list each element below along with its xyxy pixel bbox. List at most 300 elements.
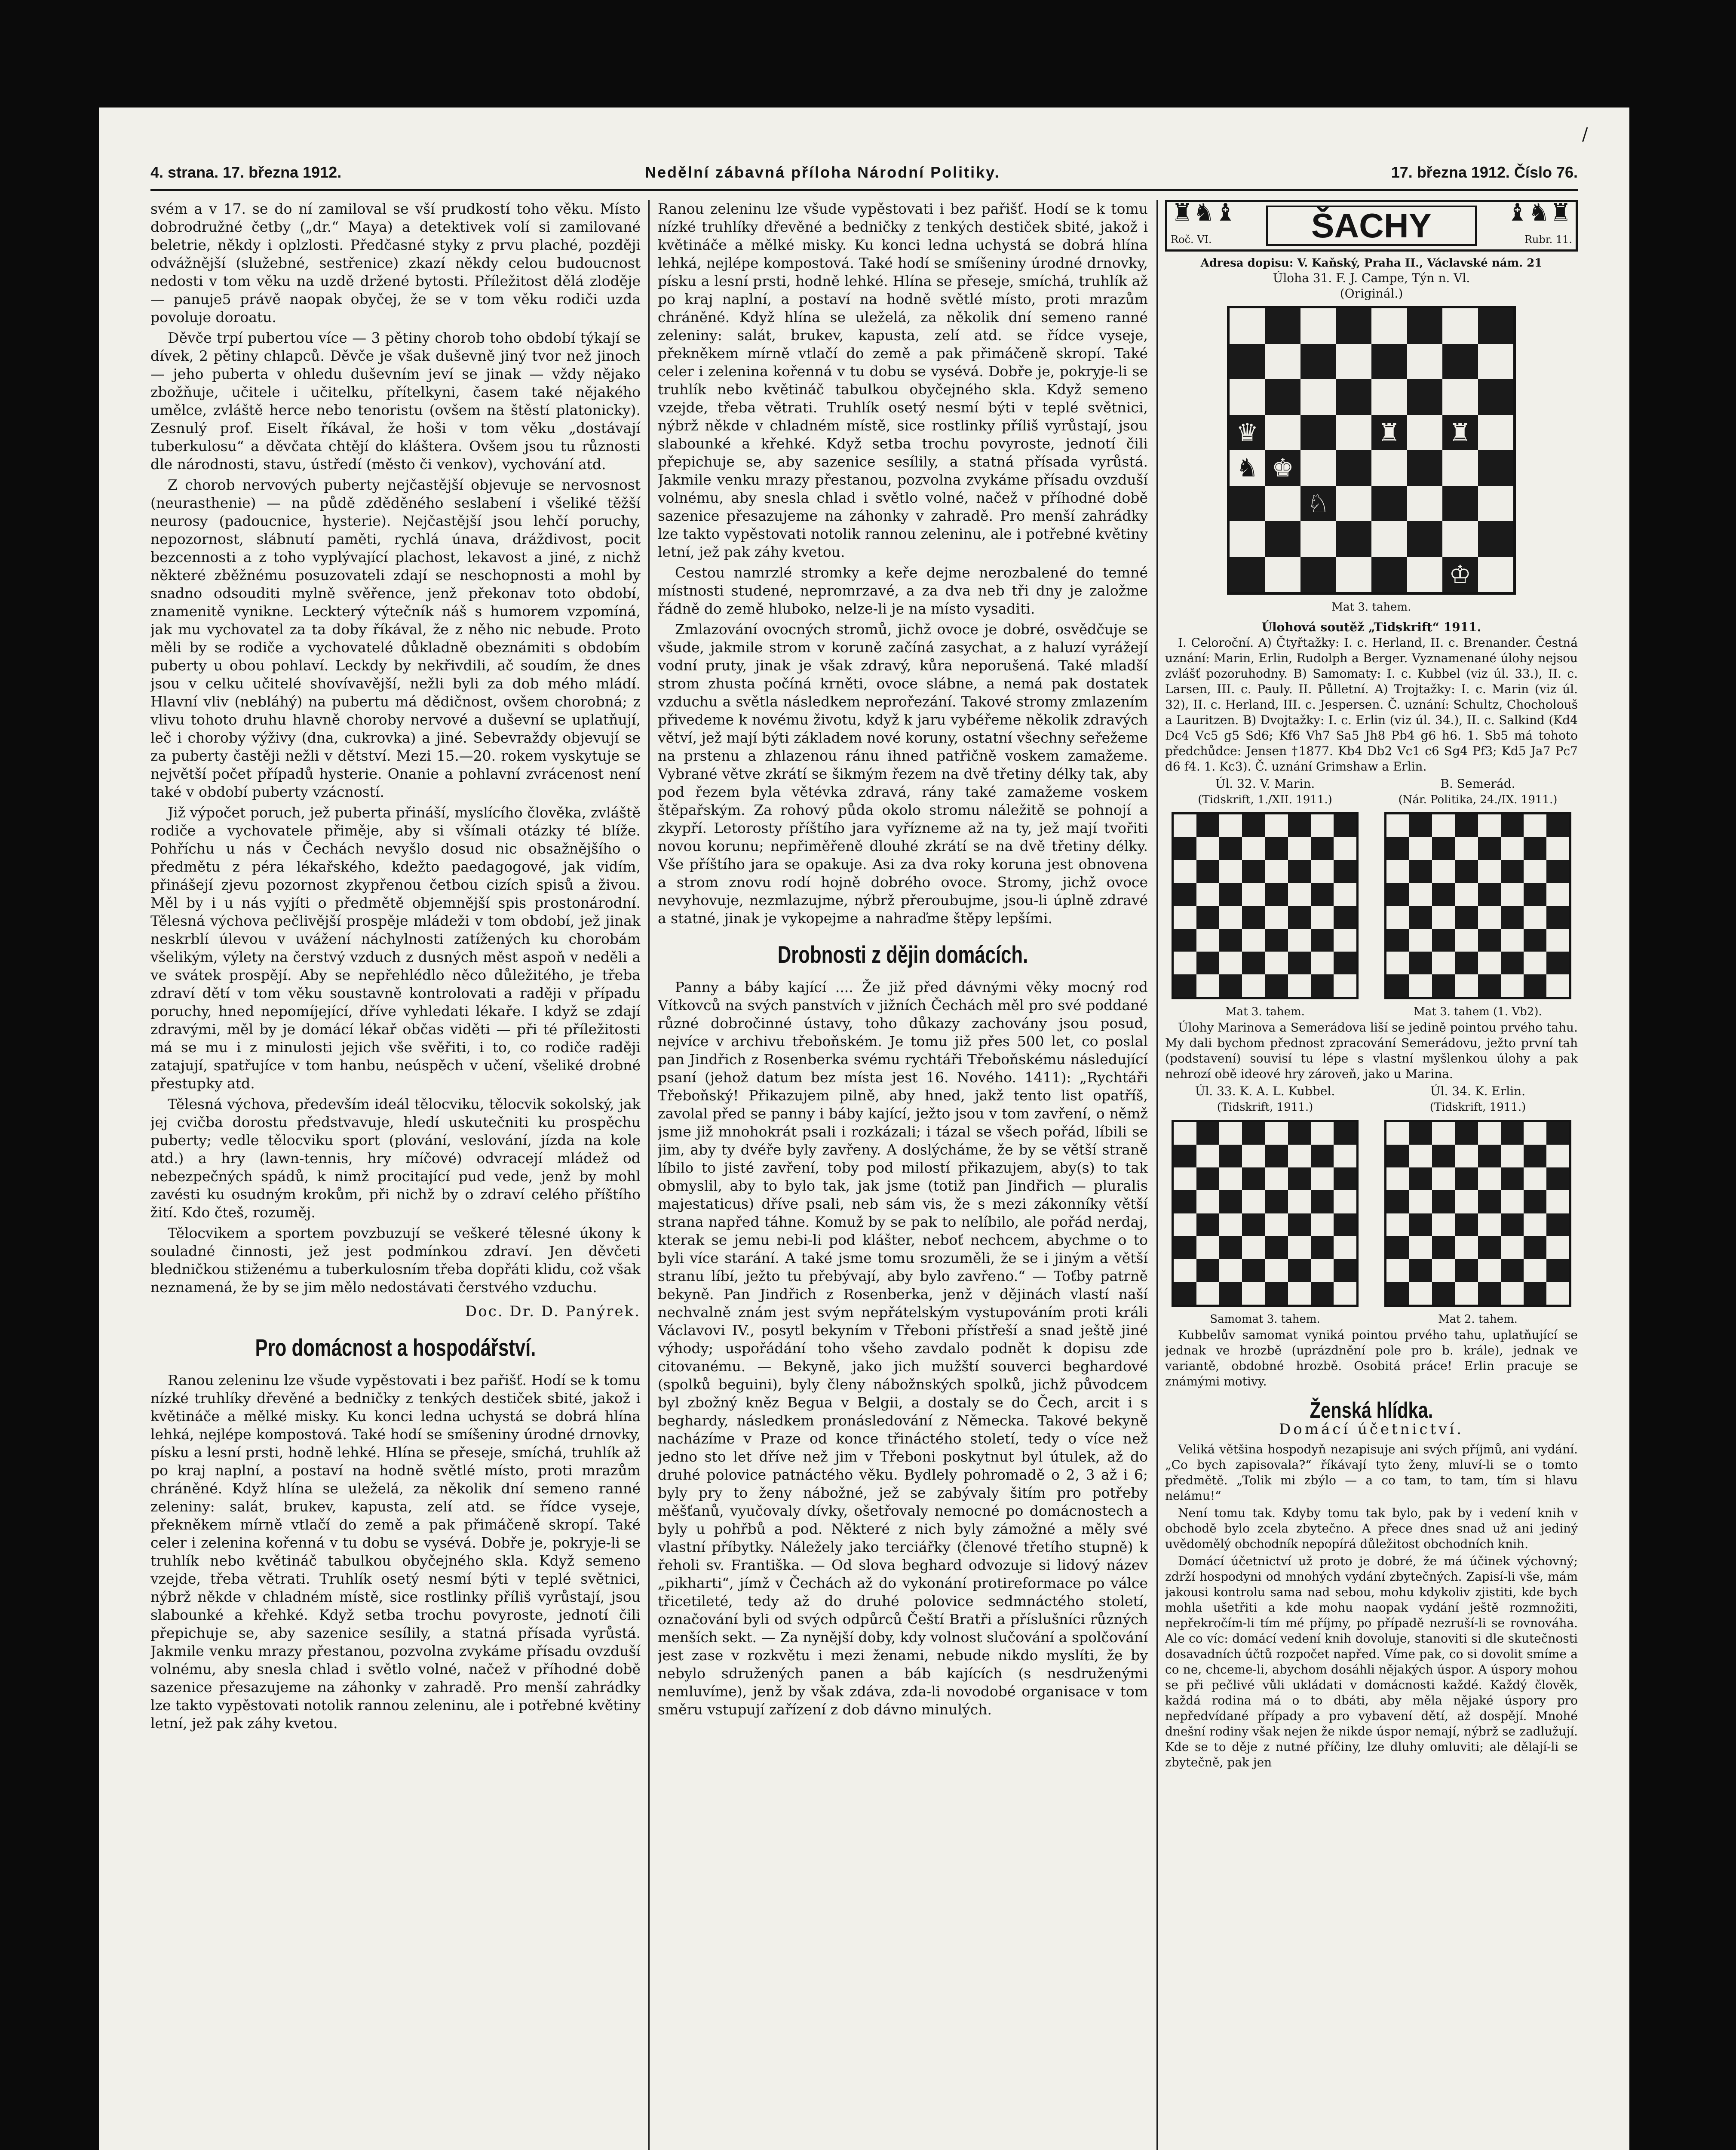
board-square (1455, 860, 1478, 883)
column-rule (1156, 200, 1158, 2150)
board-square (1336, 344, 1372, 380)
board-square (1265, 1236, 1288, 1259)
board-square (1386, 1236, 1409, 1259)
chess-volume: Roč. VI. (1171, 233, 1212, 246)
board-square (1174, 883, 1196, 906)
chess-title: ŠACHY (1266, 206, 1477, 246)
board-square (1288, 1190, 1311, 1213)
board-square (1524, 1213, 1546, 1236)
board-square (1242, 1236, 1265, 1259)
board-square (1196, 1282, 1219, 1305)
chess-board (1227, 306, 1516, 595)
board-square (1265, 344, 1301, 380)
board-square (1336, 557, 1372, 593)
board-square (1478, 1236, 1501, 1259)
board-square (1407, 521, 1443, 557)
chess-rubric: Rubr. 11. (1524, 233, 1572, 246)
board-square (1288, 883, 1311, 906)
board-square (1371, 344, 1407, 380)
board-square (1386, 929, 1409, 952)
board-square (1288, 1259, 1311, 1282)
chess-board (1384, 812, 1571, 999)
header-page-date: 4. strana. 17. března 1912. (150, 163, 342, 181)
board-square (1311, 1213, 1334, 1236)
board-square (1501, 1190, 1524, 1213)
board-square (1174, 1236, 1196, 1259)
paragraph: Domácí účetnictví už proto je dobré, že má účinek výchovný; zdrží hospodyni od mnohých vydání zbytečných. Zapisí-li vše, mám jakousi kontrolu sama nad sebou, mohu kdykoliv zjistiti, kde bych mohla ušetřiti a kde mohu naopak vydání ještě rozmnožiti, nepřekročím-li tím mé příjmy, po případě nezruší-li se rovnováha. Ale co víc: domácí vedení knih dovoluje, stanoviti si dle skutečnosti dosavadních účtů rozpočet napřed. Víme pak, co si dovolit smíme a co ne, chceme-li, abychom dosáhli nějakých úspor. A úspory mohou se při pečlivé vůli ukládati v domácnosti každé. Každý člověk, každá rodina má o to dbáti, aby měla nějaké úspory pro nepředvídané případy a pro vybavení dětí, až dospějí. Mnohé dnešní rodiny však nejen že nikde úspor nemají, nýbrž se zadlužují. Kde se to děje z nutné příčiny, lze dluhy omluviti; ale dělají-li se zbytečně, pak jen (1165, 1554, 1578, 1769)
board-square (1432, 860, 1455, 883)
paragraph: Tělocvikem a sportem povzbuzují se veškeré tělesné úkony k souladné činnosti, jež jest podmínkou zdraví. Jen děvčeti bledničkou stiženému a tuberkulosním třeba dopřáti klidu, což však neznamená, že by se jim mělo nedostávati čerstvého vzduchu. (150, 1225, 641, 1296)
board-square (1336, 308, 1372, 344)
board-square (1265, 1145, 1288, 1167)
board-square (1409, 1236, 1432, 1259)
board-square (1334, 1167, 1356, 1190)
board-square: ♔ (1442, 557, 1478, 593)
chess-board (1384, 1120, 1571, 1307)
chess-masthead (1165, 200, 1578, 252)
board-square (1265, 1282, 1288, 1305)
board-square (1478, 450, 1514, 486)
board-square (1334, 929, 1356, 952)
board-square (1432, 1167, 1455, 1190)
article-title: Drobnosti z dějin domácích. (777, 941, 1028, 968)
board-square (1174, 1259, 1196, 1282)
board-square (1501, 860, 1524, 883)
board-square (1265, 906, 1288, 929)
board-square (1386, 906, 1409, 929)
board-square (1386, 1122, 1409, 1145)
board-square (1196, 883, 1219, 906)
board-square (1174, 837, 1196, 860)
board-square (1501, 1145, 1524, 1167)
board-square (1242, 883, 1265, 906)
board-square (1432, 1190, 1455, 1213)
board-square (1174, 929, 1196, 952)
board-square (1334, 1190, 1356, 1213)
chess-board (1172, 812, 1359, 999)
board-square (1455, 1259, 1478, 1282)
board-square (1265, 837, 1288, 860)
board-square (1407, 450, 1443, 486)
board-square (1386, 1213, 1409, 1236)
board-square (1546, 860, 1569, 883)
competition-text: I. Celoroční. A) Čtyřtažky: I. c. Herland, II. c. Brenander. Čestná uznání: Marin, Erlin, Rudolph a Berger. Vyznamenané úlohy nejsou zvlášť pozoruhodny. B) Samomaty: I. c. Kubbel (viz úl. 33.), II. c. Larsen, III. c. Pauly. II. Půlletní. A) Trojtažky: I. c. Marin (viz úl. 32), II. c. Herland, III. c. Jespersen. Č. uznání: Schultz, Chocholouš a Lauritzen. B) Dvojtažky: I. c. Erlin (viz úl. 34.), II. c. Salkind (Kd4 Dc4 Vc5 g5 Sd6; Kf6 Vh7 Sa5 Jh8 Pb4 g6 h6. 1. Sb5 má tohoto předchůdce: Jensen †1877. Kb4 Db2 Vc1 c6 Sg4 Pf3; Kd5 Ja7 Pc7 d6 f4. 1. Kc3). Č. uznání Grimshaw a Erlin. (1165, 636, 1578, 774)
board-square (1524, 1236, 1546, 1259)
board-square (1455, 1167, 1478, 1190)
board-square (1242, 1259, 1265, 1282)
board-square (1219, 1259, 1242, 1282)
problem-caption: Mat 3. tahem. (1331, 601, 1411, 614)
board-square (1174, 1190, 1196, 1213)
board-square (1230, 521, 1265, 557)
board-square (1478, 379, 1514, 415)
board-square (1478, 344, 1514, 380)
board-square (1265, 952, 1288, 974)
competition-title: Úlohová soutěž „Tidskrift“ 1911. (1261, 620, 1481, 634)
board-square (1311, 952, 1334, 974)
problem-pair (1165, 1084, 1578, 1327)
board-square (1546, 929, 1569, 952)
board-square (1407, 379, 1443, 415)
board-square (1409, 952, 1432, 974)
board-square (1336, 521, 1372, 557)
board-square (1524, 952, 1546, 974)
board-square (1300, 379, 1336, 415)
board-square (1219, 952, 1242, 974)
board-square (1311, 1122, 1334, 1145)
board-square (1501, 1213, 1524, 1236)
board-square (1442, 521, 1478, 557)
board-square (1336, 486, 1372, 522)
board-square (1478, 486, 1514, 522)
board-square (1196, 814, 1219, 837)
board-square (1409, 1122, 1432, 1145)
board-square (1386, 1167, 1409, 1190)
board-square (1501, 883, 1524, 906)
board-square (1334, 1282, 1356, 1305)
board-square (1311, 883, 1334, 906)
board-square (1386, 1145, 1409, 1167)
board-square (1371, 557, 1407, 593)
page-header (150, 159, 1578, 191)
chess-pieces-icon: ♜♞♝ (1172, 200, 1236, 227)
board-square (1501, 929, 1524, 952)
board-square: ♘ (1300, 486, 1336, 522)
board-square (1265, 883, 1288, 906)
board-square (1242, 837, 1265, 860)
board-square (1386, 1282, 1409, 1305)
board-square: ♜ (1442, 415, 1478, 451)
paragraph: Zmlazování ovocných stromů, jichž ovoce je dobré, osvědčuje se všude, jakmile strom v koruně začíná zasychat, a z haluzí vyrážejí vodní pruty, jinak je však zdravý, kůra neporušená. Také mladší strom zhusta počíná krněti, ovoce slábne, a nemá pak dostatek vzduchu a světla následkem neprořezání. Takové stromy zmlazením přivedeme k novému životu, když k jaru vybéřeme několik zdravých větví, jež mají býti základem nové koruny, ostatní všechny seřežeme na prstenu a zhlazenou ránu ihned patřičně voskem zamažeme. Vybrané větve zkrátí se šikmým řezem na dvě třetiny délky tak, aby pod řezem byla větévka zdravá, rány také zamažeme voskem štěpařským. Za rohový půda okolo stromu náležitě se pohnojí a zkypří. Letorosty příštího jara vyřízneme až na ty, jež mají tvořiti novou korunu; nepřiměřeně dlouhé zkrátí se na dvě třetiny délky. Vše příštího jara se opakuje. Asi za dva roky koruna jest obnovena a strom znovu rodí hojně dobrého ovoce. Stromy, jichž ovoce nevyhovuje, nezmlazujme, nýbrž přeroubujme, jsou-li úplně zdravé a statné, jinak je vykopejme a nahraďme štěpy lepšími. (658, 621, 1148, 927)
board-square (1311, 837, 1334, 860)
board-square (1242, 906, 1265, 929)
board-square (1524, 837, 1546, 860)
board-square (1334, 883, 1356, 906)
board-square (1311, 1167, 1334, 1190)
board-square (1334, 814, 1356, 837)
board-square (1478, 1190, 1501, 1213)
board-square: ♜ (1371, 415, 1407, 451)
board-square (1478, 1213, 1501, 1236)
header-issue: 17. března 1912. Číslo 76. (1391, 163, 1578, 181)
board-square (1300, 557, 1336, 593)
board-square (1265, 974, 1288, 997)
board-square (1334, 860, 1356, 883)
board-square (1432, 1282, 1455, 1305)
board-square (1219, 814, 1242, 837)
board-square (1371, 308, 1407, 344)
board-square (1432, 1236, 1455, 1259)
article-title: Pro domácnost a hospodářství. (255, 1334, 536, 1361)
board-square (1300, 521, 1336, 557)
board-square (1219, 837, 1242, 860)
board-square (1196, 860, 1219, 883)
board-square (1219, 1236, 1242, 1259)
board-square (1478, 1167, 1501, 1190)
board-square (1524, 814, 1546, 837)
board-square (1196, 1190, 1219, 1213)
board-square (1432, 814, 1455, 837)
board-square (1265, 308, 1301, 344)
board-square (1546, 814, 1569, 837)
board-square (1455, 974, 1478, 997)
problem-source: (Nár. Politika, 24./IX. 1911.) (1398, 793, 1558, 806)
board-square (1288, 1145, 1311, 1167)
board-square (1407, 344, 1443, 380)
newspaper-page (99, 108, 1629, 2150)
problem-caption: Mat 2. tahem. (1438, 1313, 1518, 1326)
board-square (1230, 486, 1265, 522)
board-square (1219, 1122, 1242, 1145)
paragraph: Není tomu tak. Kdyby tomu tak bylo, pak by i vedení knih v obchodě bylo zcela zbytečno. A přece dnes snad už ani jediný uvědomělý obchodník nepopírá důležitost obchodních knih. (1165, 1506, 1578, 1551)
board-square (1265, 1259, 1288, 1282)
board-square (1455, 1145, 1478, 1167)
board-square (1501, 906, 1524, 929)
board-square (1409, 1259, 1432, 1282)
board-square (1501, 1167, 1524, 1190)
board-square (1409, 883, 1432, 906)
board-square (1524, 1167, 1546, 1190)
board-square (1409, 1213, 1432, 1236)
board-square (1386, 860, 1409, 883)
board-square (1478, 883, 1501, 906)
board-square (1265, 1190, 1288, 1213)
article-subtitle: Domácí účetnictví. (1279, 1421, 1464, 1438)
board-square (1174, 860, 1196, 883)
board-square (1524, 1190, 1546, 1213)
board-square (1442, 344, 1478, 380)
board-square (1242, 974, 1265, 997)
board-square (1455, 1236, 1478, 1259)
board-square (1219, 1282, 1242, 1305)
problem-caption: Samomat 3. tahem. (1210, 1313, 1320, 1326)
board-square (1196, 1145, 1219, 1167)
board-square (1478, 974, 1501, 997)
board-square (1334, 837, 1356, 860)
board-square (1455, 1190, 1478, 1213)
problem-pair (1165, 776, 1578, 1020)
board-square (1546, 1190, 1569, 1213)
board-square (1196, 974, 1219, 997)
board-square (1196, 1259, 1219, 1282)
board-square (1336, 415, 1372, 451)
board-square (1288, 860, 1311, 883)
board-square (1501, 837, 1524, 860)
board-square (1432, 883, 1455, 906)
board-square (1501, 814, 1524, 837)
board-square (1265, 814, 1288, 837)
board-square (1478, 1282, 1501, 1305)
chess-board (1172, 1120, 1359, 1307)
board-square (1334, 1236, 1356, 1259)
board-square (1478, 860, 1501, 883)
board-square (1334, 1145, 1356, 1167)
board-square (1409, 1167, 1432, 1190)
board-square (1265, 929, 1288, 952)
board-square (1219, 1167, 1242, 1190)
board-square (1386, 837, 1409, 860)
problem-title: B. Semerád. (1440, 777, 1515, 791)
board-square (1455, 1122, 1478, 1145)
board-square (1501, 952, 1524, 974)
board-square (1196, 929, 1219, 952)
board-square (1230, 344, 1265, 380)
board-square (1371, 521, 1407, 557)
board-square (1265, 1122, 1288, 1145)
board-square (1442, 308, 1478, 344)
article-womens-corner (1165, 1398, 1578, 1770)
board-square (1288, 1236, 1311, 1259)
paragraph: Panny a báby kající .... Že již před dávnými věky mocný rod Vítkovců na svých panstvích v jižních Čechách měl pro své poddané různé dobročinné ústavy, toho důkazy zachovány jsou posud, nejvíce v archivu třeboňském. Je tomu již přes 500 let, co poslal pan Jindřich z Rosenberka svému rychtáři Třeboňskému následující psaní (jehož datum bez místa jest 16. Nového. 1411): „Rychtáři Třeboňský! Přikazujem pilně, aby hned, jakž tento list opatříš, zavolal před se panny i báby kající, ježto jsou v tom zavření, o němž jsme již mnohokrát psali i rozkázali; i tázal se všech pořád, líbili se jim, aby ty dvéře byly zavřeny. A doslýcháme, že by se větší straně líbilo to jisté zavření, toby pod milostí přikazujem, aby(s) to tak obmyslil, aby to bylo tak, jak jsme (totiž pan Jindřich — pluralis majestaticus) dříve psali, neb sám vis, že s mezi zákonníky větší strana napřed táhne. Komuž by se pak to nelíbilo, ale pořád nerdaj, kterak se jemu nebi-li pod klášter, neboť nechcem, abychme o to byli více starání. A také jsme tomu srozuměli, že se i jiným a větší stranu líbí, ježto tu přebývají, aby bylo zavřeno.“ — Toťby patrně bekyně. Pan Jindřich z Rosenberka, jenž v dějinách vlastí naší nechvalně znám jest svým nepřátelským vystupováním proti králi Václavovi IV., posytl bekyním v Třeboni přístřeší a snad ještě jiné výhody; uspořádání toho všeho zavdalo podnět k dopisu zde citovanému. — Bekyně, jako jich mužští souverci beghardové (spolků beguini), byly členy nábožnských spolků, jichž původcem byl zbožný kněz Begua v Belgii, a dostaly se do Čech, arcit i s beghardy, následkem pronásledování z Německa. Takové bekyně nacházíme v Praze od konce třináctého století, tedy o více než jedno sto let dříve než jim v Třeboni poskytnut byl útulek, až do druhé polovice patnáctého věku. Bydlely pohromadě o 2, 3 až i 6; byly pry to ženy nábožné, jež se zabývaly šitím pro potřeby měšťanů, vyučovaly dívky, ošetřovaly nemocné po domácnostech a byly u pohřbů a pod. Některé z nich byly zámožné a měly své vlastní příbytky. Náležely jako terciářky (členové třetího stupně) k řeholi sv. Františka. — Od slova beghard odvozuje si lidový název „pikharti“, jímž v Čechách až do vykonání protireformace po válce třicetileté, tedy až do druhé polovice sedmnáctého století, označování byli od svých odpůrců Čeští Bratři a příslušníci různých menších sekt. — Za nynější doby, kdy volnost slučování a spolčování jest zase v rozkvětu i mezi ženami, nebude nikdo myslíti, že by nebylo sdružených panen a báb kajících (s nesdruženými nemluvíme), jenž by však zdáva, zda-li novodobé organisace v tom směru vstupují zařízení z dob dávno minulých. (658, 979, 1148, 1718)
board-square (1409, 1145, 1432, 1167)
board-square (1174, 1145, 1196, 1167)
board-square (1478, 308, 1514, 344)
article-puberty (150, 200, 641, 1321)
board-square (1265, 557, 1301, 593)
board-square (1242, 814, 1265, 837)
board-square (1524, 1145, 1546, 1167)
board-square (1242, 1122, 1265, 1145)
board-square (1242, 1190, 1265, 1213)
board-square (1455, 814, 1478, 837)
board-square (1230, 557, 1265, 593)
board-square (1442, 379, 1478, 415)
board-square (1455, 837, 1478, 860)
board-square (1371, 486, 1407, 522)
board-square (1336, 379, 1372, 415)
board-square (1242, 1145, 1265, 1167)
board-square (1242, 952, 1265, 974)
board-square: ♛ (1230, 415, 1265, 451)
board-square (1288, 837, 1311, 860)
article-signature: Doc. Dr. D. Panýrek. (465, 1303, 641, 1320)
board-square: ♚ (1265, 450, 1301, 486)
board-square (1174, 1122, 1196, 1145)
board-square (1432, 1122, 1455, 1145)
board-square (1196, 837, 1219, 860)
board-square (1546, 1259, 1569, 1282)
board-square (1334, 1122, 1356, 1145)
board-square (1478, 929, 1501, 952)
problem-34 (1378, 1084, 1578, 1327)
paragraph: Cestou namrzlé stromky a keře dejme nerozbalené do temné místnosti studené, nepromrzavé, a za dva neb tři dny je založme řádně do země hluboko, nelze-li je na místo vysaditi. (658, 564, 1148, 617)
board-square (1300, 450, 1336, 486)
board-square (1288, 929, 1311, 952)
margin-mark: / (1582, 125, 1588, 144)
paragraph: Děvče trpí pubertou více — 3 pětiny chorob toho období týkají se dívek, 2 pětiny chlapců. Děvče je však duševně jiný tvor než jinoch — jeho puberta v ohledu duševním jeví se jinak — vždy nějako zbožňuje, učitele i učitelku, přítelkyni, časem také nějakého umělce, zvláště herce nebo tenoristu (ovšem na štěstí platonicky). Zesnulý prof. Eiselt říkával, že hoši v tom věku „dostávají tuberkulosu“ a děvčata chtějí do kláštera. Ovšem jsou tu různosti dle národnosti, stavu, ústředí (město či venkov), vychování atd. (150, 329, 641, 473)
paragraph: svém a v 17. se do ní zamiloval se vší prudkostí toho věku. Místo dobrodružné četby („dr.“ Maya) a detektivek volí si zamilované beletrie, někdy i oplzlosti. Předčasné styky z prvu plaché, později odvážnější (služebné, sestřenice) zkazí někdy celou budoucnost nedosti v tom věku na uzdě držené bytosti. Příležitost dělá zloděje — panuje5 právě naopak obyčej, že se v tom věku rodiči uzda povoluje doroatu. (150, 200, 641, 326)
board-square (1196, 1213, 1219, 1236)
column-rule (648, 200, 650, 2150)
board-square (1386, 952, 1409, 974)
board-square (1432, 952, 1455, 974)
board-square (1334, 906, 1356, 929)
board-square (1300, 415, 1336, 451)
paragraph: Ranou zeleninu lze všude vypěstovati i bez pařišť. Hodí se k tomu nízké truhlíky dřevěné a bedničky z tenkých destiček sbité, jakož i květináče a mělké misky. Ku konci ledna uchystá se dobrá hlína lehká, nejlépe kompostová. Také hodí se smíšeniny úrodné drnovky, písku a lesní prsti, hodně lehké. Hlína se přeseje, smíchá, truhlík až po kraj naplní, a postaví na hodně světlé místo, proti mrazům chráněné. Když hlína se uleželá, za několik dní semeno ranné zeleniny: salát, brukev, kapusta, zelí atd. se řídce vyseje, překněkem mírně vtlačí do země a pak přimáčeně skropí. Také celer i zelenina kořenná v tu dobu se vysévá. Dobře je, pokryje-li se truhlík nebo květináč tabulkou obyčejného skla. Když semeno vzejde, třeba větrati. Truhlík osetý nesmí býti v teplé světnici, nýbrž někde v chladném místě, sice rostlinky příliš vyrůstají, jsou slabounké a křehké. Když setba trochu povyroste, jednotí čili přepichuje se, aby sazenice sesílily, a statná přísada vyrůstá. Jakmile venku mrazy přestanou, pozvolna zvykáme přísadu ovzduší volnému, aby snesla chlad i světlo volné, načež v příhodné době sazenice přesazujeme na záhonky v zahradě. Pro menší zahrádky lze takto vypěstovati notolik rannou zeleninu, ale i potřebné květiny letní, jež pak záhy kvetou. (150, 1372, 641, 1732)
board-square (1455, 929, 1478, 952)
board-square (1524, 883, 1546, 906)
board-square (1174, 1282, 1196, 1305)
board-square (1524, 929, 1546, 952)
board-square (1371, 379, 1407, 415)
board-square (1478, 952, 1501, 974)
board-square (1409, 837, 1432, 860)
problem-title: Úl. 33. K. A. L. Kubbel. (1195, 1084, 1335, 1098)
chess-commentary: Kubbelův samomat vyniká pointou prvého tahu, uplatňující se jednak ve hrozbě (uprázdnění pole pro b. krále), jednak ve variantě, obdobné hrozbě. Osobitá práce! Erlin pracuje se známými motivy. (1165, 1328, 1578, 1388)
board-square (1219, 883, 1242, 906)
board-square (1311, 1145, 1334, 1167)
board-square (1478, 1145, 1501, 1167)
board-square: ♞ (1230, 450, 1265, 486)
board-square (1386, 1259, 1409, 1282)
board-square (1455, 1213, 1478, 1236)
board-square (1288, 1282, 1311, 1305)
board-square (1311, 1236, 1334, 1259)
board-square (1174, 952, 1196, 974)
board-square (1174, 906, 1196, 929)
board-square (1432, 837, 1455, 860)
board-square (1174, 974, 1196, 997)
board-square (1478, 1259, 1501, 1282)
chess-commentary: Úlohy Marinova a Semerádova liší se jedině pointou prvého tahu. My dali bychom přednost zpracování Semerádovu, ježto první tah (podstavení) souvisí tu lépe s vlastní myšlenkou úlohy a pak nehrozí obě ideové hry zároveň, jako u Marina. (1165, 1020, 1578, 1081)
board-square (1546, 1122, 1569, 1145)
board-square (1230, 308, 1265, 344)
board-square (1230, 379, 1265, 415)
board-square (1524, 1259, 1546, 1282)
board-square (1311, 860, 1334, 883)
board-square (1386, 1190, 1409, 1213)
problem-33 (1165, 1084, 1365, 1327)
board-square (1546, 952, 1569, 974)
board-square (1546, 1213, 1569, 1236)
chess-pieces-icon: ♝♞♜ (1506, 200, 1571, 227)
board-square (1219, 929, 1242, 952)
board-square (1409, 814, 1432, 837)
board-square (1501, 1122, 1524, 1145)
board-square (1455, 883, 1478, 906)
board-square (1501, 1236, 1524, 1259)
board-square (1219, 906, 1242, 929)
board-square (1407, 415, 1443, 451)
board-square (1242, 860, 1265, 883)
board-square (1265, 415, 1301, 451)
board-square (1409, 1190, 1432, 1213)
board-square (1546, 1145, 1569, 1167)
column-2 (658, 200, 1148, 2150)
board-square (1455, 952, 1478, 974)
board-square (1288, 814, 1311, 837)
problem-caption: Mat 3. tahem. (1225, 1005, 1305, 1018)
board-square (1311, 814, 1334, 837)
board-square (1432, 974, 1455, 997)
board-square (1196, 1236, 1219, 1259)
board-square (1334, 974, 1356, 997)
board-square (1174, 1167, 1196, 1190)
article-history (658, 940, 1148, 1719)
paragraph: Již výpočet poruch, jež puberta přináší, myslícího člověka, zvláště rodiče a vychovatele přiměje, aby si všímali otázky té blíže. Pohříchu u nás v Čechách nevyšlo dosud nic obsažnějšího o předmětu z péra lékařského, kdežto paedagogové, jak vidím, přinášejí zjevu pozornost zkypřenou četbou cizích spisů a živou. Měl by i u nás vyjíti o předmětě objemnější spis prostonárodní. Tělesná výchova pečlivější prospěje mládeži v tom období, jež jinak neskrblí úlevou v uvážení náchylnosti zatížených ku chorobám všelikým, výlety na čerstvý vzduch z dusných měst aspoň v neděli a ve svátek prospějí. Aby se nepřehlédlo něco důležitého, je třeba zdraví dětí v tom věku soustavně kontrolovati a raději v případu poruchy, hned nepomíjející, dříve vyhledati lékaře. I když se zdají zdravými, měl by je domácí lékař občas viděti — při té příležitosti má se mu i z minulosti jejich vše svěřiti, i to, co rodiče raději zatajují, spatřujíce v tom hanbu, neúspěch v učení, všeliké drobné přestupky atd. (150, 804, 641, 1092)
board-square (1288, 906, 1311, 929)
board-square (1196, 1122, 1219, 1145)
paragraph: Z chorob nervových puberty nejčastější objevuje se nervosnost (neurasthenie) — na půdě zděděného seslabení i všeliké těžší neurosy (padoucnice, hysterie). Nejčastější jsou lehčí poruchy, nepozornost, slábnutí paměti, rychlá únava, dráždivost, pocit bezcennosti a z toho vyplývající plachost, lekavost a jiné, z nichž některé zběžnému posuzovateli zdají se neschopnosti a mohl by snadno odsouditi mylně svěřence, jenž překonav toto období, znamenitě vynikne. Leckterý výtečník náš s humorem vzpomíná, jak mu vychovatel za ta doby říkával, že z něho nic nebude. Proto měli by se rodiče a vychovatelé důkladně obeznámiti s obdobím puberty u obou pohlaví. Leckdy by nekřivdili, ač soudím, že dnes jsou v celku učitelé shovívavější, nežli byli za dob mého mládí. Hlavní vliv (nebláhý) na pubertu má dědičnost, ovšem chorobná; z vlivu tohoto druhu hlavně choroby nervové a duševní se uplatňují, leč i choroby výživy (dna, cukrovka) a jiné. Sebevraždy objevují se za puberty častěji nežli v dětství. Mezi 15.—20. rokem vyskytuje se největší počet případů hysterie. Onanie a pohlavní zvrácenost není také v období puberty vzácností. (150, 476, 641, 800)
paragraph: Tělesná výchova, především ideál tělocviku, tělocvik sokolský, jak jej cvičba dorostu předstvavuje, hledí uskutečniti ku prospěchu puberty; vedle tělocviku sport (plování, veslování, jízda na kole atd.) a hry (lawn-tennis, hry míčové) odvracejí mládež od nebezpečných spádů, k nimž procitající pud vede, jenž by mohl zavésti ku osudným krokům, při nichž by o zdraví celého příštího žití. Kdo čteš, rozuměj. (150, 1096, 641, 1221)
board-square (1174, 814, 1196, 837)
board-square (1455, 906, 1478, 929)
article-title: Ženská hlídka. (1310, 1398, 1433, 1423)
board-square (1442, 450, 1478, 486)
board-square (1432, 1259, 1455, 1282)
board-square (1311, 929, 1334, 952)
board-square (1371, 450, 1407, 486)
